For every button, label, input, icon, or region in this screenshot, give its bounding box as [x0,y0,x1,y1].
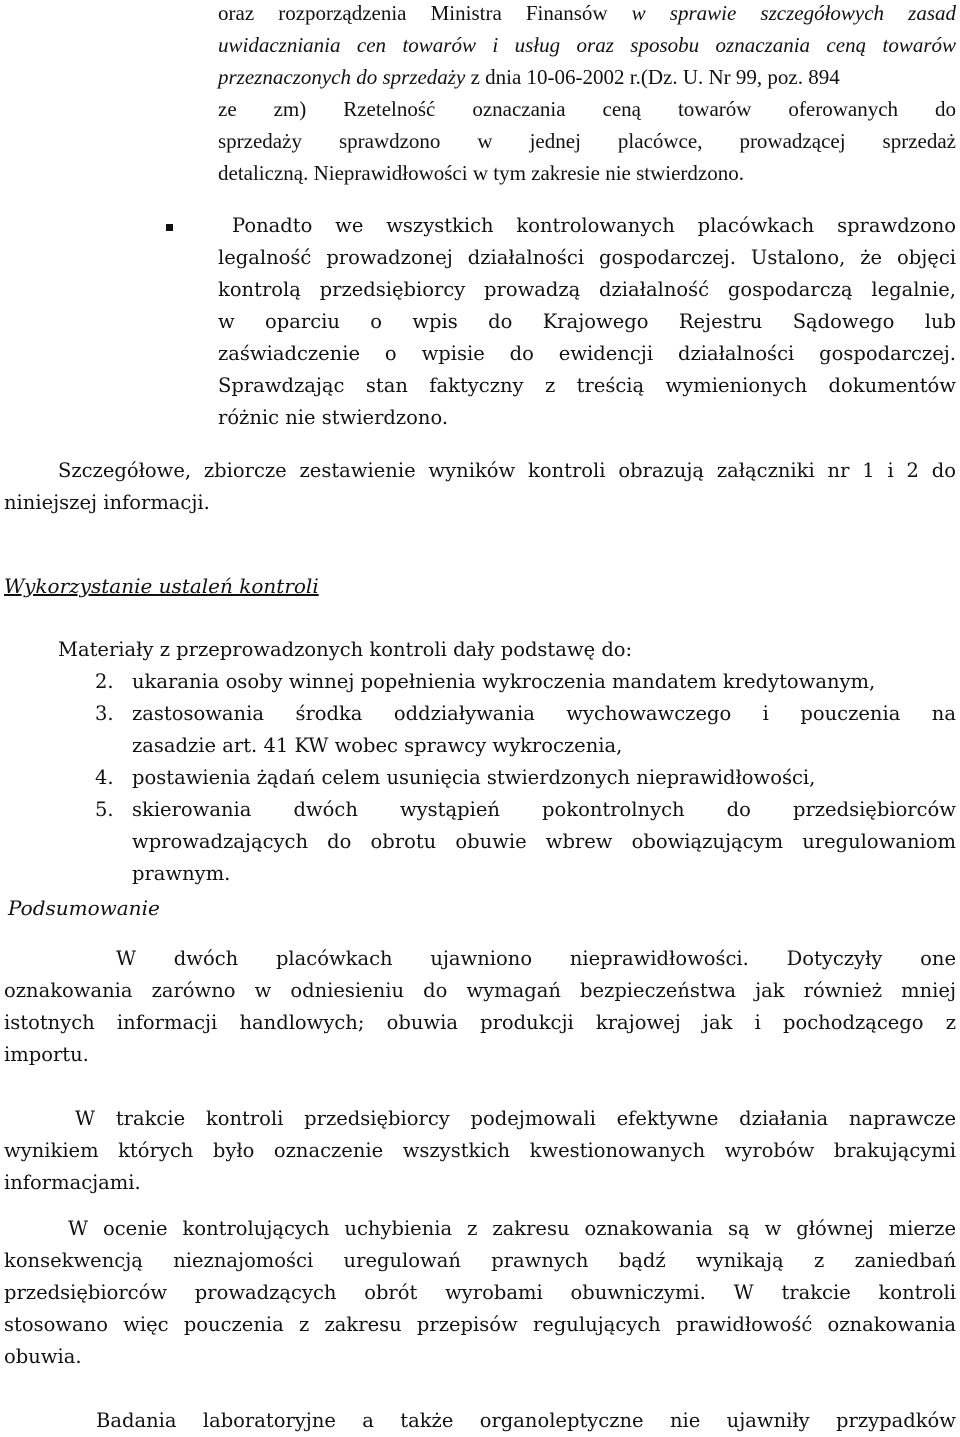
heading-summary: Podsumowanie [8,896,160,920]
para1-line-6: detaliczną. Nieprawidłowości w tym zakresie nie stwierdzono. [218,161,744,185]
para1-line-4: ze zm) Rzetelność oznaczania ceną towarów oferowanych do [218,97,956,121]
para1-line-3-italic: przeznaczonych do sprzedaży [218,65,466,89]
p-summary3-line-1: W ocenie kontrolujących uchybienia z zakresu oznakowania są w głównej mierze [68,1217,956,1240]
list-number-3: 3. [95,702,114,725]
list-item-5-line-2: wprowadzających do obrotu obuwie wbrew obowiązującym uregulowaniom [132,830,956,853]
p-summary1-line-2: oznakowania zarówno w odniesieniu do wymagań bezpieczeństwa jak również mniej [4,979,956,1002]
materials-intro: Materiały z przeprowadzonych kontroli dały podstawę do: [58,638,633,661]
p-summary1-line-1: W dwóch placówkach ujawniono nieprawidłowości. Dotyczyły one [116,947,956,970]
p-summary1-line-3: istotnych informacji handlowych; obuwia produkcji krajowej jak i pochodzącego z [4,1011,956,1034]
para1-line-1-text: oraz rozporządzenia Ministra Finansów [218,1,632,25]
summary-line-2: niniejszej informacji. [4,491,210,514]
p-last-line-1: Badania laboratoryjne a także organoleptyczne nie ujawniły przypadków [96,1409,956,1432]
summary-line-1: Szczegółowe, zbiorcze zestawienie wyników kontroli obrazują załączniki nr 1 i 2 do [58,459,956,482]
bullet-line-5: zaświadczenie o wpisie do ewidencji działalności gospodarczej. [218,342,956,365]
para1-line-3-text: z dnia 10-06-2002 r.(Dz. U. Nr 99, poz. 894 [465,65,840,89]
list-item-5-line-3: prawnym. [132,862,231,885]
p-summary3-line-4: stosowano więc pouczenia z zakresu przepisów regulujących prawidłowość oznakowania [4,1313,956,1336]
list-item-2-line-1: ukarania osoby winnej popełnienia wykroczenia mandatem kredytowanym, [132,670,876,693]
bullet-marker [166,224,173,231]
list-number-4: 4. [95,766,114,789]
para1-line-3 [218,61,956,93]
list-item-3-line-1: zastosowania środka oddziaływania wychowawczego i pouczenia na [132,702,956,725]
p-summary3-line-2: konsekwencją nieznajomości uregulowań prawnych bądź wynikają z zaniedbań [4,1249,956,1272]
bullet-line-1: Ponadto we wszystkich kontrolowanych placówkach sprawdzono [232,214,956,237]
p-summary2-line-2: wynikiem których było oznaczenie wszystkich kwestionowanych wyrobów brakującymi [4,1139,956,1162]
para1-line-1 [218,0,956,29]
list-item-3-line-2: zasadzie art. 41 KW wobec sprawcy wykroczenia, [132,734,623,757]
bullet-line-4: w oparciu o wpis do Krajowego Rejestru Sądowego lub [218,310,956,333]
list-item-4-line-1: postawienia żądań celem usunięcia stwierdzonych nieprawidłowości, [132,766,816,789]
bullet-line-7: różnic nie stwierdzono. [218,406,449,429]
list-number-2: 2. [95,670,114,693]
p-summary2-line-3: informacjami. [4,1171,141,1194]
heading-usage: Wykorzystanie ustaleń kontroli [4,574,319,598]
bullet-line-2: legalność prowadzonej działalności gospodarczej. Ustalono, że objęci [218,246,956,269]
p-summary2-line-1: W trakcie kontroli przedsiębiorcy podejmowali efektywne działania naprawcze [75,1107,956,1130]
bullet-line-6: Sprawdzając stan faktyczny z treścią wymienionych dokumentów [218,374,956,397]
para1-line-1-italic: w sprawie szczegółowych zasad [631,1,957,25]
p-summary3-line-3: przedsiębiorców prowadzących obrót wyrobami obuwniczymi. W trakcie kontroli [4,1281,956,1304]
list-number-5: 5. [95,798,114,821]
para1-line-2: uwidaczniania cen towarów i usług oraz sposobu oznaczania ceną towarów [218,33,956,57]
bullet-line-3: kontrolą przedsiębiorcy prowadzą działalność gospodarczą legalnie, [218,278,956,301]
p-summary3-line-5: obuwia. [4,1345,82,1368]
list-item-5-line-1: skierowania dwóch wystąpień pokontrolnych do przedsiębiorców [132,798,956,821]
para1-line-5: sprzedaży sprawdzono w jednej placówce, prowadzącej sprzedaż [218,129,956,153]
p-summary1-line-4: importu. [4,1043,89,1066]
